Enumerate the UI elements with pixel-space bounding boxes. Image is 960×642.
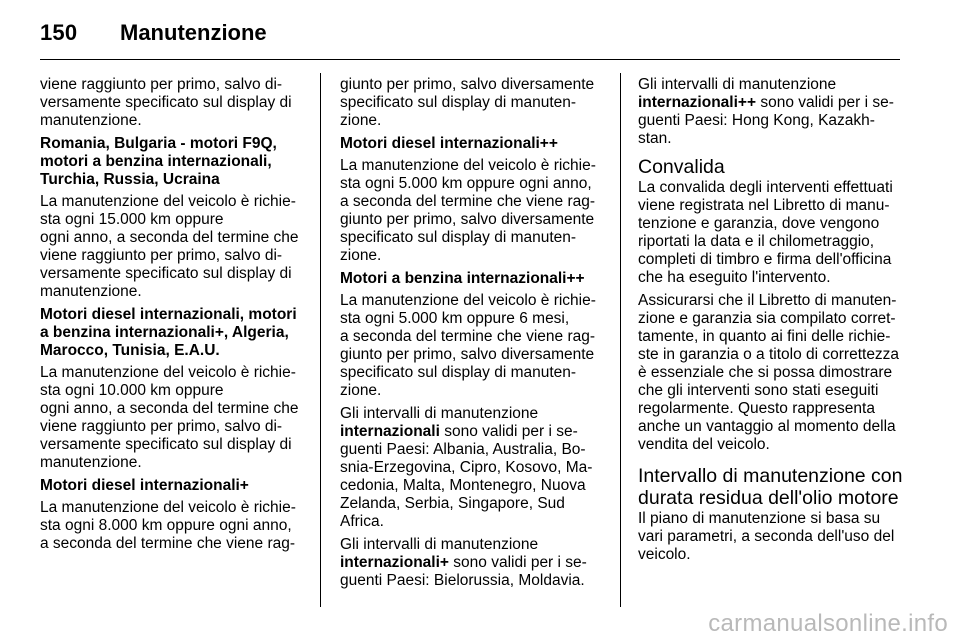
subheading: [40, 135, 308, 189]
text-line: riportati la data e il chilometraggio,: [638, 233, 875, 250]
paragraph: [40, 193, 308, 301]
text-line: giunto per primo, salvo diversamente: [340, 211, 595, 228]
text-line: viene raggiunto per primo, salvo di-: [40, 76, 283, 93]
text-line: ogni anno, a seconda del termine che: [40, 229, 299, 246]
text-line: La convalida degli interventi effettuati: [638, 179, 893, 196]
text-line: La manutenzione del veicolo è richie-: [40, 193, 296, 210]
text-line: [638, 94, 908, 112]
text-line: Motori a benzina internazionali++: [340, 270, 585, 287]
watermark: carmanualsonline.info: [708, 610, 948, 637]
text-line: sta ogni 8.000 km oppure ogni anno,: [40, 517, 292, 534]
text-line: Il piano di manutenzione si basa su: [638, 510, 881, 527]
text-line: che gli interventi sono stati eseguiti: [638, 382, 879, 399]
text-line: a seconda del termine che viene rag-: [40, 535, 296, 552]
column-divider-1: [320, 73, 321, 607]
column-divider-2: [620, 73, 621, 607]
paragraph: [40, 364, 308, 472]
text-line: vendita del veicolo.: [638, 436, 770, 453]
text-line: tenzione e garanzia, dove vengono: [638, 215, 880, 232]
paragraph: [340, 157, 608, 265]
text-line: versamente specificato sul display di: [40, 436, 292, 453]
bold-term: internazionali+: [340, 554, 449, 571]
section-title-oil-interval: [638, 465, 908, 509]
text-line: tamente, in quanto ai fini delle richie-: [638, 328, 891, 345]
text-line: giunto per primo, salvo diversamente: [340, 76, 595, 93]
text-lines: [638, 112, 908, 148]
paragraph: [40, 499, 308, 553]
page-header: [40, 20, 900, 50]
text-line: specificato sul display di manuten-: [340, 229, 577, 246]
text-line: versamente specificato sul display di: [40, 265, 292, 282]
paragraph: [638, 510, 908, 564]
text-line: snia-Erzegovina, Cipro, Kosovo, Ma-: [340, 459, 593, 476]
text-line: Intervallo di manutenzione con: [638, 465, 903, 487]
text-line: guenti Paesi: Hong Kong, Kazakh-: [638, 112, 875, 129]
text-line: La manutenzione del veicolo è richie-: [340, 292, 596, 309]
text-line: vari parametri, a seconda dell'uso del: [638, 528, 895, 545]
text-line: versamente specificato sul display di: [40, 94, 292, 111]
paragraph-countries-internazionali-plus-plus: [638, 76, 908, 148]
text-line: manutenzione.: [40, 112, 142, 129]
subheading: [40, 477, 308, 495]
subheading: [340, 135, 608, 153]
text-line: viene raggiunto per primo, salvo di-: [40, 247, 283, 264]
inline-text: sono validi per i se-: [439, 423, 578, 440]
text-line: completi di timbro e firma dell'officina: [638, 251, 892, 268]
text-line: veicolo.: [638, 546, 691, 563]
text-line: guenti Paesi: Bielorussia, Moldavia.: [340, 572, 585, 589]
text-line: zione e garanzia sia compilato corret-: [638, 310, 896, 327]
text-line: Assicurarsi che il Libretto di manuten-: [638, 292, 897, 309]
paragraph: [638, 292, 908, 454]
header-rule: [40, 59, 900, 60]
bold-term: internazionali: [340, 423, 440, 440]
text-line: cedonia, Malta, Montenegro, Nuova: [340, 477, 586, 494]
inline-text: sono validi per i se-: [448, 554, 587, 571]
text-line: sta ogni 15.000 km oppure: [40, 211, 224, 228]
subheading: [40, 306, 308, 360]
bold-term: internazionali++: [638, 94, 757, 111]
text-line: Gli intervalli di manutenzione: [638, 76, 837, 93]
text-line: Marocco, Tunisia, E.A.U.: [40, 342, 220, 359]
column-3: [638, 76, 908, 569]
text-lines: [340, 572, 608, 590]
text-line: regolarmente. Questo rappresenta: [638, 400, 875, 417]
text-line: ste in garanzia o a titolo di correttezza: [638, 346, 900, 363]
text-line: La manutenzione del veicolo è richie-: [40, 499, 296, 516]
paragraph: [340, 292, 608, 400]
text-line: specificato sul display di manuten-: [340, 364, 577, 381]
text-line: Africa.: [340, 513, 384, 530]
text-line: che ha eseguito l'intervento.: [638, 269, 831, 286]
text-line: stan.: [638, 130, 672, 147]
text-line: zione.: [340, 382, 382, 399]
text-line: durata residua dell'olio motore: [638, 487, 899, 509]
subheading: [340, 270, 608, 288]
paragraph: [40, 76, 308, 130]
text-line: viene raggiunto per primo, salvo di-: [40, 418, 283, 435]
column-2: [340, 76, 608, 595]
text-line: a seconda del termine che viene rag-: [340, 193, 596, 210]
text-line: Gli intervalli di manutenzione: [340, 405, 539, 422]
text-line: zione.: [340, 112, 382, 129]
text-line: anche un vantaggio al momento della: [638, 418, 896, 435]
text-line: a seconda del termine che viene rag-: [340, 328, 596, 345]
text-line: zione.: [340, 247, 382, 264]
column-1: [40, 76, 308, 558]
text-line: Zelanda, Serbia, Singapore, Sud: [340, 495, 565, 512]
text-line: specificato sul display di manuten-: [340, 94, 577, 111]
text-line: manutenzione.: [40, 454, 142, 471]
text-line: motori a benzina internazionali,: [40, 153, 272, 170]
text-line: Motori diesel internazionali+: [40, 477, 249, 494]
text-line: giunto per primo, salvo diversamente: [340, 346, 595, 363]
text-line: Motori diesel internazionali++: [340, 135, 558, 152]
page-number: 150: [40, 20, 78, 45]
inline-text: sono validi per i se-: [756, 94, 894, 111]
text-line: viene registrata nel Libretto di manu-: [638, 197, 890, 214]
text-line: [340, 554, 608, 572]
text-line: guenti Paesi: Albania, Australia, Bo-: [340, 441, 586, 458]
paragraph: [638, 179, 908, 287]
text-line: Romania, Bulgaria - motori F9Q,: [40, 135, 277, 152]
text-line: Gli intervalli di manutenzione: [340, 536, 539, 553]
text-line: è essenziale che si possa dimostrare: [638, 364, 893, 381]
text-line: Convalida: [638, 156, 725, 178]
text-line: La manutenzione del veicolo è richie-: [40, 364, 296, 381]
section-title-convalida: [638, 156, 908, 178]
paragraph-countries-internazionali-plus: [340, 536, 608, 590]
text-line: La manutenzione del veicolo è richie-: [340, 157, 596, 174]
text-line: ogni anno, a seconda del termine che: [40, 400, 299, 417]
text-line: sta ogni 5.000 km oppure ogni anno,: [340, 175, 592, 192]
text-line: a benzina internazionali+, Algeria,: [40, 324, 289, 341]
text-line: Motori diesel internazionali, motori: [40, 306, 297, 323]
text-line: manutenzione.: [40, 283, 142, 300]
paragraph-countries-internazionali: [340, 405, 608, 531]
page-title: Manutenzione: [120, 20, 267, 45]
paragraph: [340, 76, 608, 130]
text-line: sta ogni 10.000 km oppure: [40, 382, 224, 399]
text-line: sta ogni 5.000 km oppure 6 mesi,: [340, 310, 570, 327]
text-lines: [340, 441, 608, 531]
text-line: Turchia, Russia, Ucraina: [40, 171, 220, 188]
text-line: [340, 423, 608, 441]
